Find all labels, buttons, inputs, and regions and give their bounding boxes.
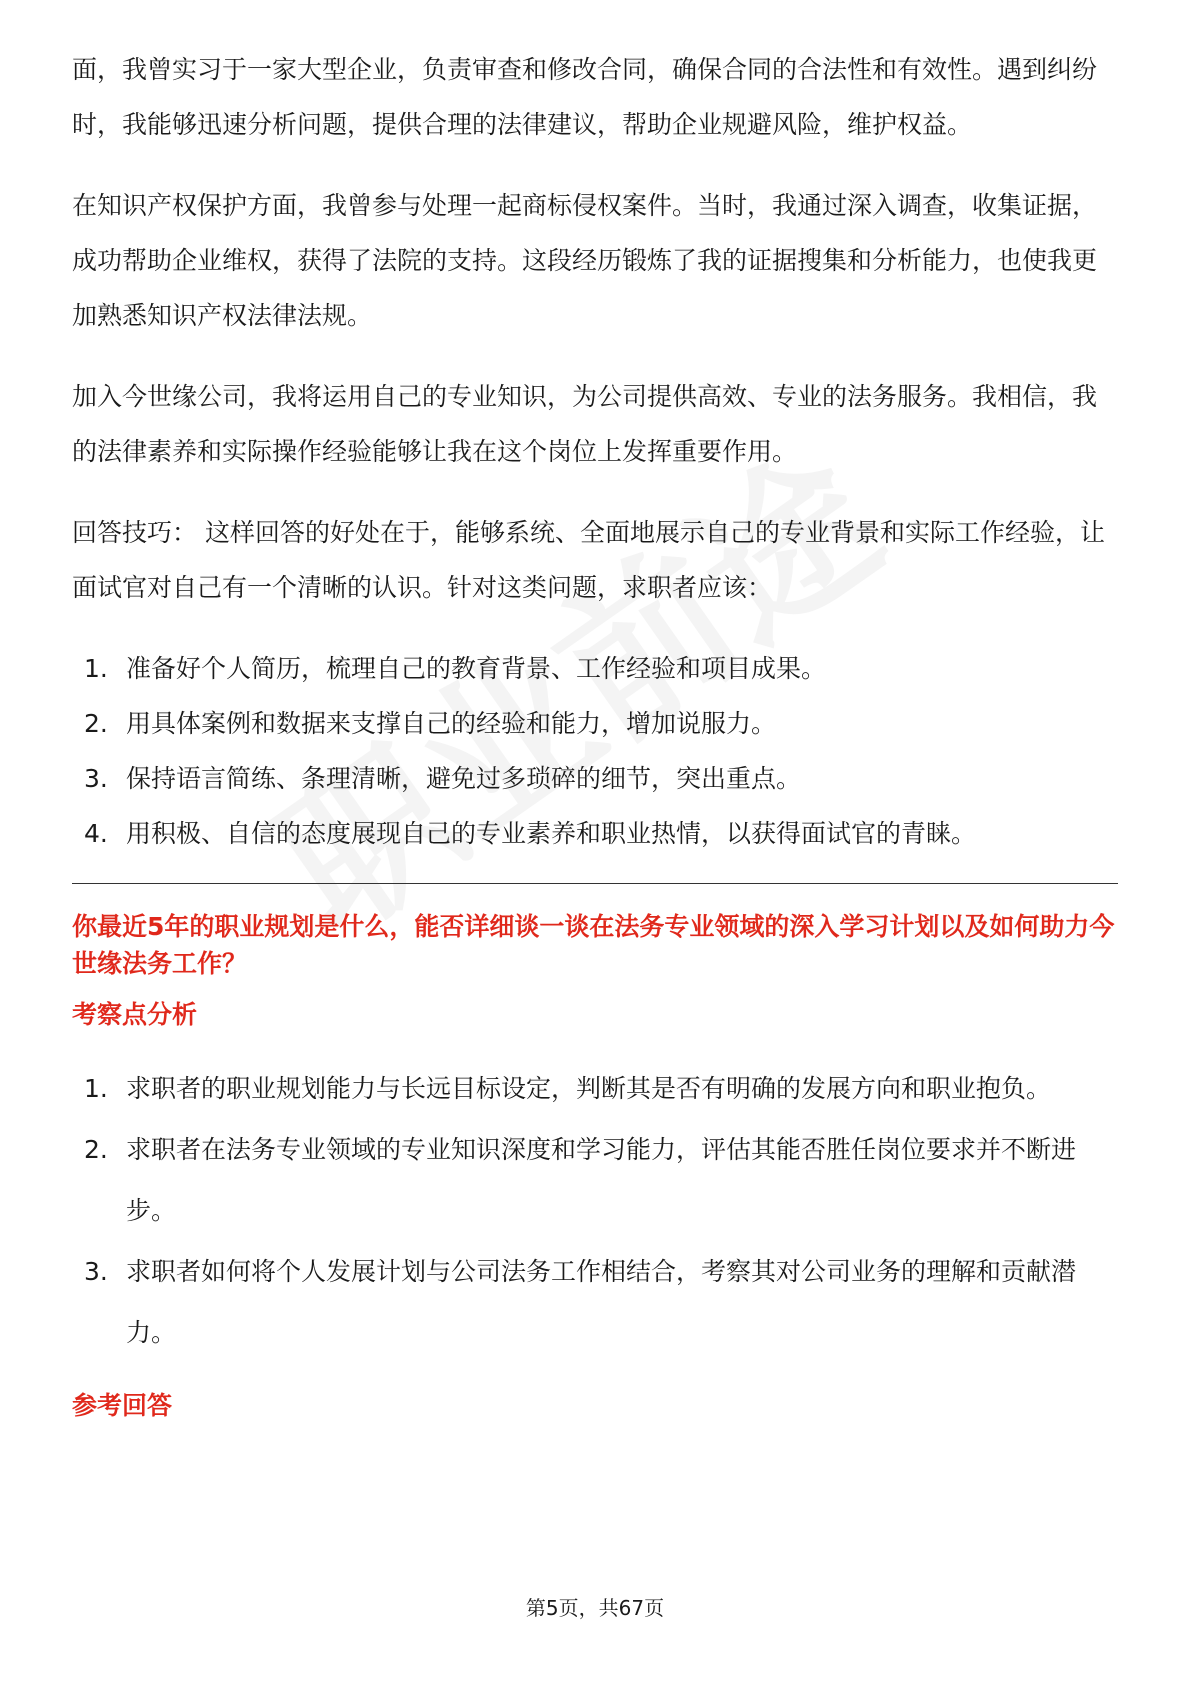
analysis-heading: 考察点分析 [72,1000,198,1029]
list-item [72,641,1118,696]
list-item-number: 3. [84,1257,108,1286]
list-item-number: 1. [84,1074,108,1103]
list-item [72,1241,1118,1363]
list-item [72,806,1118,861]
list-item-text: 用具体案例和数据来支撑自己的经验和能力，增加说服力。 [126,709,777,738]
list-item-number: 4. [84,819,108,848]
list-item [72,1119,1118,1241]
tips-list [72,641,1118,861]
list-item-number: 2. [84,709,108,738]
page-number: 第5页，共67页 [525,1596,665,1620]
paragraph-join-company: 加入今世缘公司，我将运用自己的专业知识，为公司提供高效、专业的法务服务。我相信，我的法律素养和实际操作经验能够让我在这个岗位上发挥重要作用。 [72,382,1098,466]
paragraph-ip-experience: 在知识产权保护方面，我曾参与处理一起商标侵权案件。当时，我通过深入调查，收集证据，成功帮助企业维权，获得了法院的支持。这段经历锻炼了我的证据搜集和分析能力，也使我更加熟悉知识产权法律法规。 [72,191,1098,330]
list-item-number: 3. [84,764,108,793]
section-divider [72,883,1118,884]
list-item [72,751,1118,806]
answer-heading: 参考回答 [72,1391,173,1420]
list-item-text: 用积极、自信的态度展现自己的专业素养和职业热情，以获得面试官的青睐。 [126,819,977,848]
list-item-text: 求职者如何将个人发展计划与公司法务工作相结合，考察其对公司业务的理解和贡献潜力。 [126,1257,1077,1347]
page-content [72,42,1118,1449]
list-item-text: 保持语言简练、条理清晰，避免过多琐碎的细节，突出重点。 [126,764,802,793]
list-item [72,696,1118,751]
list-item-text: 求职者在法务专业领域的专业知识深度和学习能力，评估其能否胜任岗位要求并不断进步。 [126,1135,1077,1225]
analysis-list [72,1058,1118,1363]
list-item-number: 1. [84,654,108,683]
paragraph-answer-tips: 回答技巧： 这样回答的好处在于，能够系统、全面地展示自己的专业背景和实际工作经验，让面试官对自己有一个清晰的认识。针对这类问题，求职者应该： [72,518,1105,602]
list-item [72,1058,1118,1119]
list-item-number: 2. [84,1135,108,1164]
list-item-text: 求职者的职业规划能力与长远目标设定，判断其是否有明确的发展方向和职业抱负。 [126,1074,1052,1103]
paragraph-contract-experience: 面，我曾实习于一家大型企业，负责审查和修改合同，确保合同的合法性和有效性。遇到纠纷时，我能够迅速分析问题，提供合理的法律建议，帮助企业规避风险，维护权益。 [72,55,1098,139]
list-item-text: 准备好个人简历，梳理自己的教育背景、工作经验和项目成果。 [126,654,827,683]
question-heading: 你最近5年的职业规划是什么，能否详细谈一谈在法务专业领域的深入学习计划以及如何助力今世缘法务工作？ [72,912,1115,978]
